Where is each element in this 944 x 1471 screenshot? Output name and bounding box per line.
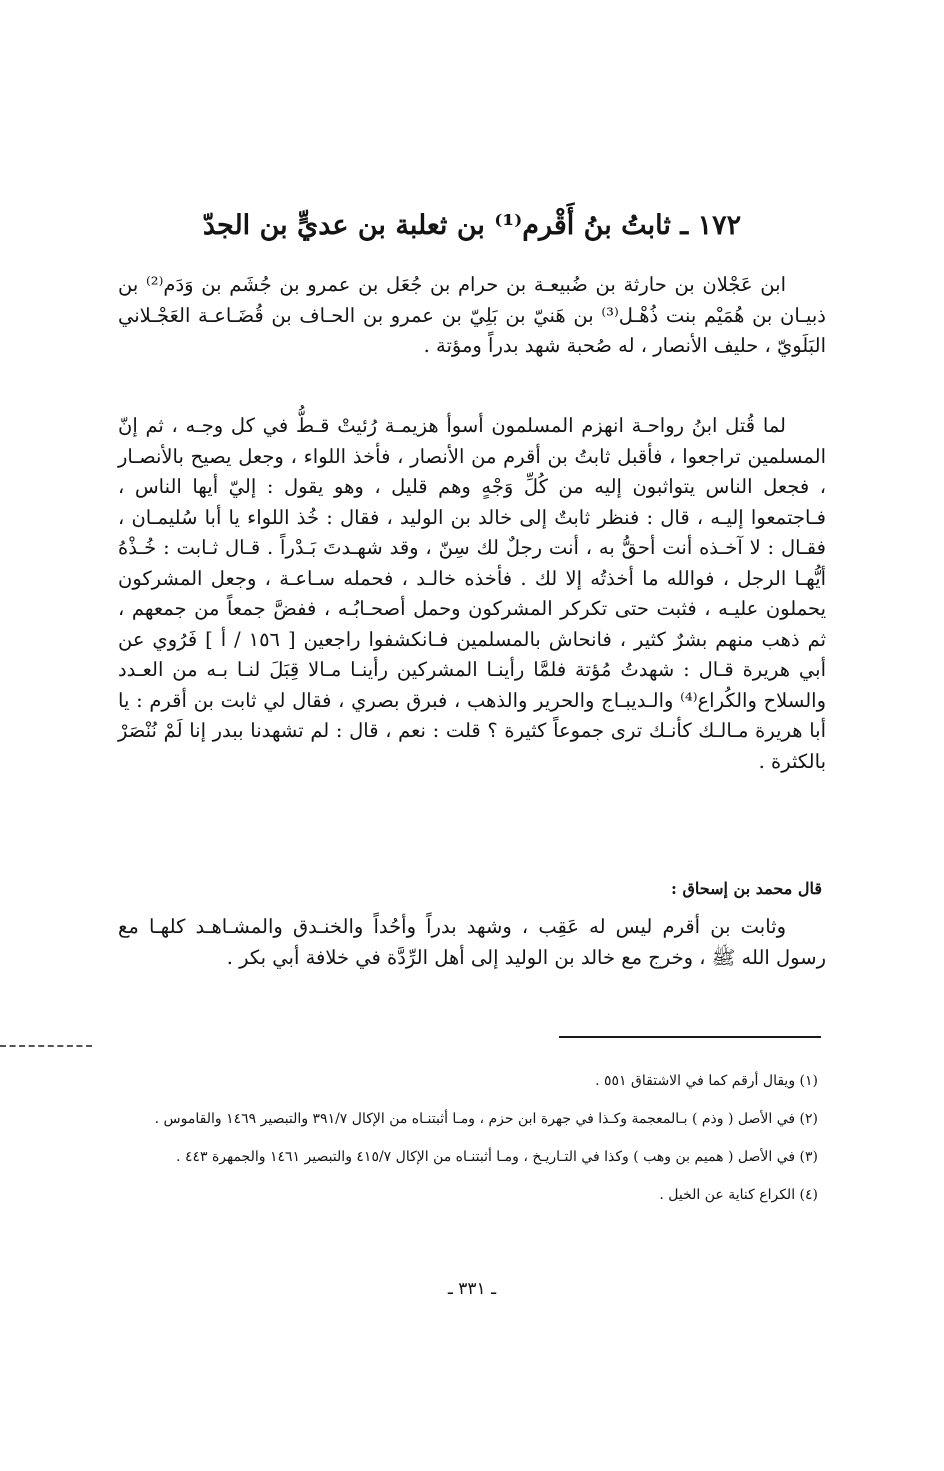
- lineage-paragraph: ابن عَجْلان بن حارثة بن ضُبيعـة بن حرام بن جُعَل بن عمرو بن جُشَم بن وَدَم⁽²⁾ بن ذبيـان بن هُمَيْم بنت ذُهْـل⁽³⁾ بن هَنيّ بن بَلِيّ بن عمرو بن الحـاف بن قُضَـاعـة العَجْـلاني البَلَويّ ، حليف الأنصار ، له صُحبة شهد بدراً ومؤتة .: [118, 273, 826, 357]
- footnote-divider: [559, 1036, 821, 1038]
- footnote-3: (٣) في الأصل ( هميم بن وهب ) وكذا في التـاريـخ ، ومـا أثبتنـاه من الإكال ٤١٥/٧ والتبصير ١٤٦١ والجمهرة ٤٤٣ .: [176, 1149, 818, 1165]
- page-number: ـ ٣٣١ ـ: [447, 1279, 497, 1299]
- margin-scan-mark: [0, 1045, 92, 1047]
- footnote-1: (١) ويقال أرقم كما في الاشتقاق ٥٥١ .: [595, 1073, 818, 1089]
- footnote-2: (٢) في الأصل ( وذم ) بـالمعجمة وكـذا في جهرة ابن حزم ، ومـا أثبتنـاه من الإكال ٣٩١/٧ والتبصير ١٤٦٩ والقاموس .: [154, 1111, 818, 1127]
- footnotes: [124, 1066, 818, 1218]
- entry-title: ١٧٢ ـ ثابتُ بنُ أَقْرم⁽¹⁾ بن ثعلبة بن عديٍّ بن الجدّ: [202, 210, 742, 241]
- footnote-4: (٤) الكراع كناية عن الخيل .: [659, 1187, 818, 1203]
- narrative-paragraph: لما قُتل ابنُ رواحـة انهزم المسلمون أسوأ هزيمـة رُئيتْ قـطُّ في كل وجـه ، ثم إنّ المسلمين تراجعوا ، فأقبل ثابتُ بن أقرم من الأنصار ، فأخذ اللواء ، وجعل يصيح بالأنصـار ، فجعل الناس يتواثبون إليه من كُلِّ وَجْهٍ وهم قليل ، وهو يقول : إليّ أيها الناس ، فـاجتمعوا إليـه ، قال : فنظر ثابتٌ إلى خالد بن الوليد ، فقال : خُذ اللواء يا أبا سُليمـان ، فقـال : لا آخـذه أنت أحقُّ به ، أنت رجلٌ لك سِنّ ، وقد شهـدتَ بَـدْراً . قـال ثـابت : خُـذْهُ أيُّهـا الرجل ، فوالله ما أخذتُه إلا لك . فأخذه خالـد ، فحمله سـاعـة ، وجعل المشركون يحملون عليـه ، فثبت حتى تكركر المشركون وحمل أصحـابُـه ، ففضَّ جمعاً من جمعهم ، ثم ذهب منهم بشرٌ كثير ، فانحاش بالمسلمين فـانكشفوا راجعين [ ١٥٦ / أ ] فَرُوي عن أبي هريرة قـال : شهدتُ مُؤتة فلمَّا رأينـا المشركين رأينـا مـالا قِبَلَ لنـا بـه من العـدد والسلاح والكُراع⁽⁴⁾ والـديبـاج والحرير والذهب ، فبرق بصري ، فقال لي ثابت بن أقرم : يا أبا هريرة مـالـك كأنـك ترى جموعاً كثيرة ؟ قلت : نعم ، قال : لم تشهدنا ببدر إنا لَمْ نُنْصَرْ بالكثرة .: [118, 414, 826, 773]
- closing-paragraph: وثابت بن أقرم ليس له عَقِب ، وشهد بدراً وأحُداً والخنـدق والمشـاهـد كلهـا مع رسول الله ﷺ ، وخرج مع خالد بن الوليد إلى أهل الرِّدَّة في خلافة أبي بكر .: [118, 915, 826, 969]
- section-label: قال محمد بن إسحاق :: [671, 879, 822, 898]
